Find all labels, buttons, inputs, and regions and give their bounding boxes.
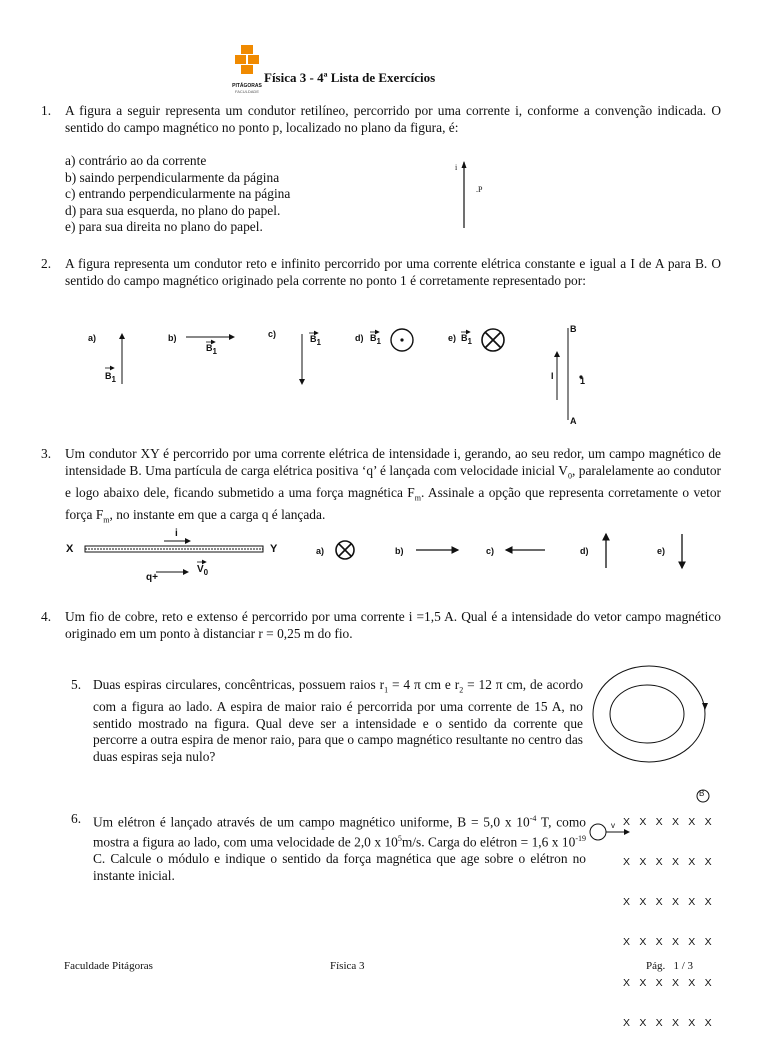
q1-label-p: .P bbox=[476, 185, 483, 194]
q2-text: A figura representa um condutor reto e infinito percorrido por uma corrente elétrica constante e igual a I de A para B. O sentido do campo magnético originado pela corrente no ponto 1 é corretamente representado por: bbox=[65, 256, 721, 288]
q3-label-Y: Y bbox=[270, 543, 278, 555]
q2-label-bottom-A: A bbox=[570, 416, 577, 426]
q5-text: Duas espiras circulares, concêntricas, possuem raios $r_1 = 4$ π cm e $r_2 = 12$ π cm, de acordo com a figura ao lado. A espira de maior raio é percorrida por uma corrente de 15 A, no sentido mostrado na figura. Qual deve ser a intensidade e o sentido da corrente que percorre a outra espira de menor raio, para que o campo magnético resultante no centro das duas espiras seja nulo? bbox=[93, 677, 584, 765]
q6-field-row: X X X X X X bbox=[623, 1016, 715, 1029]
q6-field-row: X X X X X X bbox=[623, 896, 715, 909]
logo-subtext: FACULDADE bbox=[234, 89, 259, 94]
q6-field-row: X X X X X X bbox=[623, 856, 715, 869]
q4-number: 4. bbox=[41, 609, 52, 624]
q2-e-vector-label: $B_1$ bbox=[461, 333, 472, 346]
q6-figure-overlays bbox=[586, 786, 716, 846]
q2-label-point1: 1 bbox=[580, 376, 586, 386]
q2-label-top-B: B bbox=[570, 324, 577, 334]
q6-electron bbox=[590, 824, 606, 840]
q2-c-vector-label: $B_1$ bbox=[310, 334, 321, 347]
logo bbox=[232, 44, 262, 94]
q5-number: 5. bbox=[71, 677, 82, 692]
q1-figure bbox=[450, 160, 500, 230]
q1-option-d: d) para sua esquerda, no plano do papel. bbox=[65, 202, 281, 218]
q4-text: Um fio de cobre, reto e extenso é percorrido por uma corrente i =1,5 A. Qual é a intensidade do vetor campo magnético originado em um ponto à distanciar r = 0,25 m do fio. bbox=[65, 609, 721, 641]
q3-label-i: i bbox=[175, 528, 178, 539]
q5-inner-loop bbox=[610, 685, 684, 743]
q6-label-v: v bbox=[611, 821, 615, 830]
q3-number: 3. bbox=[41, 446, 52, 461]
q3-text: Um condutor XY é percorrido por uma corrente elétrica de intensidade i, gerando, ao seu redor, um campo magnético de intensidade B. Uma partícula de carga elétrica positiva ‘q’ é lançada com velocidade inicial $V_0$, paralelamente ao condutor e logo abaixo dele, ficando submetido a uma força magnética $F_m$. Assinale a opção que representa corretamente o vetor força $F_m$, no instante em que a carga q é lançada. bbox=[65, 446, 721, 525]
q2-d-dot bbox=[400, 338, 403, 341]
q2-label-I: I bbox=[551, 371, 554, 381]
q3-label-v0: $V_0$ bbox=[197, 564, 209, 577]
q1-options bbox=[65, 153, 290, 236]
q6-field-row: X X X X X X bbox=[623, 815, 715, 828]
q1-text: A figura a seguir representa um condutor retilíneo, percorrido por uma corrente i, conforme a convenção indicada. O sentido do campo magnético no ponto p, localizado no plano da figura, é: bbox=[65, 103, 721, 135]
q1-label-i: i bbox=[455, 163, 458, 172]
q6-field-row: X X X X X X bbox=[623, 936, 715, 949]
q1-option-c: c) entrando perpendicularmente na página bbox=[65, 186, 291, 202]
q2-a-vector-label: $B_1$ bbox=[105, 371, 116, 384]
q3-label-c: c) bbox=[486, 546, 495, 556]
q2-label-a: a) bbox=[88, 333, 97, 343]
q6-label-B: B bbox=[699, 789, 705, 798]
q1-option-a: a) contrário ao da corrente bbox=[65, 153, 207, 168]
q2-b-vector-label: $B_1$ bbox=[206, 343, 217, 356]
q3-label-d: d) bbox=[580, 546, 589, 556]
q2-label-d: d) bbox=[355, 333, 364, 343]
q2-number: 2. bbox=[41, 256, 52, 271]
q1-number: 1. bbox=[41, 103, 52, 118]
q1-current-arrow bbox=[462, 161, 467, 168]
q5-figure bbox=[584, 660, 720, 770]
q6-text: Um elétron é lançado através de um campo magnético uniforme, B = 5,0 x $10^{-4}$ T, como mostra a figura ao lado, com uma velocidade de 2,0 x $10^5m/s$. Carga do elétron = 1,6 x $10^{-19}$ C. Calcule o módulo e indique o sentido da força magnética que age sobre o elétron no instante inicial. bbox=[93, 814, 586, 883]
q3-label-X: X bbox=[66, 543, 74, 555]
q2-figures bbox=[80, 320, 600, 430]
footer-page-number: Pág. 1 / 3 bbox=[646, 960, 694, 972]
q2-label-e: e) bbox=[448, 333, 457, 343]
footer-course: Física 3 bbox=[330, 960, 365, 972]
page-title: Física 3 - 4ª Lista de Exercícios bbox=[264, 70, 436, 85]
q2-label-c: c) bbox=[268, 329, 277, 339]
q6-number: 6. bbox=[71, 811, 82, 826]
q3-label-a: a) bbox=[316, 546, 325, 556]
q5-current-arrow bbox=[702, 703, 708, 710]
q2-label-b: b) bbox=[168, 333, 177, 343]
q3-label-b: b) bbox=[395, 546, 404, 556]
q2-d-vector-label: $B_1$ bbox=[370, 333, 381, 346]
q3-label-e: e) bbox=[657, 546, 666, 556]
q1-option-e: e) para sua direita no plano do papel. bbox=[65, 219, 263, 235]
q1-option-b: b) saindo perpendicularmente da página bbox=[65, 169, 280, 185]
logo-icon bbox=[232, 44, 262, 78]
q6-field-row: X X X X X X bbox=[623, 976, 715, 989]
q3-label-q: q+ bbox=[146, 572, 158, 583]
footer-institution: Faculdade Pitágoras bbox=[64, 960, 153, 972]
logo-text: PITÁGORAS bbox=[232, 83, 262, 89]
